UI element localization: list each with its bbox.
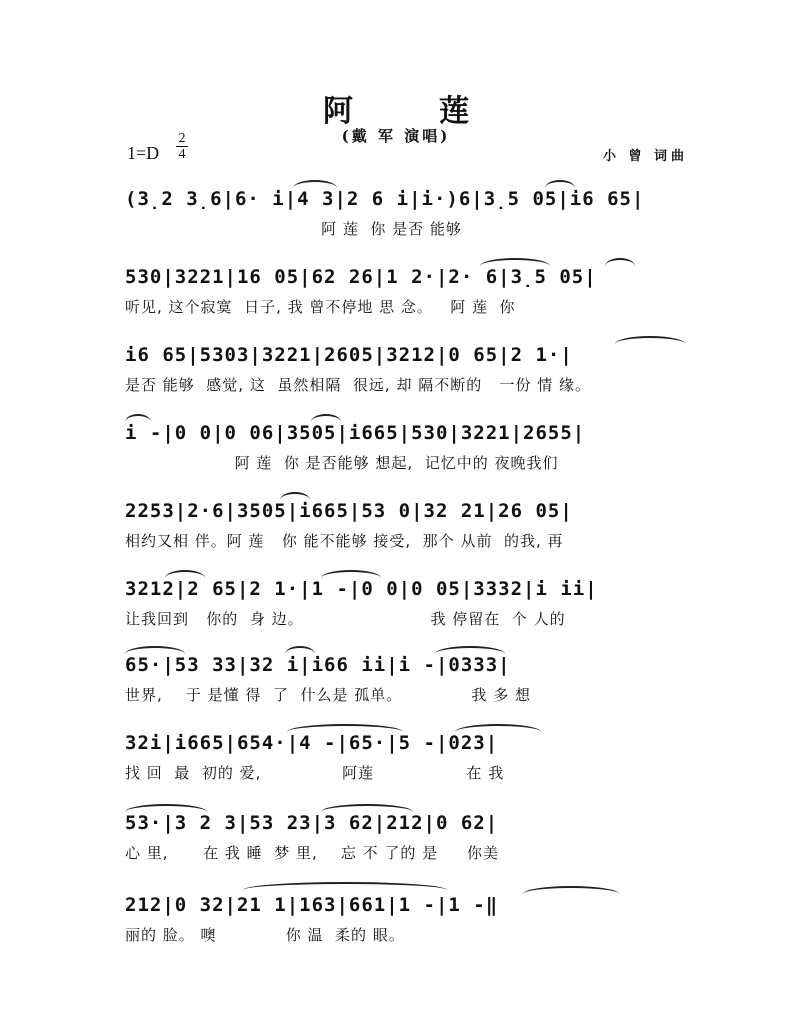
slur-arc — [285, 646, 315, 662]
music-system-3 — [125, 336, 693, 406]
music-system-6 — [125, 570, 693, 640]
lyric-line: 听见, 这个寂寞 日子, 我 曾不停地 思 念。 阿 莲 你 — [125, 298, 516, 316]
lyric-line: 是否 能够 感觉, 这 虽然相隔 很远, 却 隔不断的 一份 情 缘。 — [125, 376, 592, 394]
notation-line: (3̣2 3̣6|6· i|4 3|2 6 i|i·)6|3̣5 05|i6 65| — [125, 188, 645, 210]
singer-credit: (戴 军 演唱) — [341, 127, 451, 145]
slur-arc — [293, 180, 337, 196]
slur-arc — [523, 886, 619, 902]
lyric-line: 阿 莲 你 是否 能够 — [125, 220, 462, 238]
lyric-line: 让我回到 你的 身 边。 我 停留在 个 人的 — [125, 610, 566, 628]
music-system-7 — [125, 646, 693, 716]
slur-arc — [165, 570, 205, 586]
slur-arc — [545, 180, 575, 196]
key-signature: 1=D — [127, 143, 160, 163]
slur-arc — [480, 258, 550, 274]
music-system-9 — [125, 804, 693, 874]
lyric-line: 世界, 于 是懂 得 了 什么是 孤单。 我 多 想 — [125, 686, 531, 704]
slur-arc — [280, 492, 310, 508]
notation-line: 530|3221|16 05|62 26|1 2·|2· 6|3̣5 05| — [125, 266, 597, 288]
notation-line: 32i|i665|654·|4 -|65·|5 -|023| — [125, 732, 499, 754]
music-system-4 — [125, 414, 693, 484]
slur-arc — [287, 724, 403, 740]
music-system-10 — [125, 886, 693, 956]
composer-credit: 小 曾 词曲 — [602, 149, 688, 164]
slur-arc — [311, 414, 341, 430]
slur-arc — [243, 882, 447, 898]
notation-line: i6 65|5303|3221|2605|3212|0 65|2 1·| — [125, 344, 573, 366]
notation-line: 2253|2·6|3505|i665|53 0|32 21|26 05| — [125, 500, 573, 522]
notation-line: 212|0 32|21 1|163|661|1 -|1 -‖ — [125, 894, 499, 916]
lyric-line: 找 回 最 初的 爱, 阿莲 在 我 — [125, 764, 505, 782]
slur-arc — [615, 336, 685, 352]
lyric-line: 相约又相 伴。阿 莲 你 能不能够 接受, 那个 从前 的我, 再 — [125, 532, 564, 550]
meter-bottom: 4 — [178, 147, 186, 162]
notation-line: 53·|3 2 3|53 23|3 62|212|0 62| — [125, 812, 499, 834]
slur-arc — [435, 646, 505, 662]
lyric-line: 丽的 脸。 噢 你 温 柔的 眼。 — [125, 926, 405, 944]
slur-arc — [125, 646, 185, 662]
music-system-5 — [125, 492, 693, 562]
time-signature — [176, 131, 188, 162]
notation-line: 65·|53 33|32 i|i66 ii|i -|0333| — [125, 654, 511, 676]
meter-top: 2 — [178, 131, 186, 146]
notation-line: i -|0 0|0 06|3505|i665|530|3221|2655| — [125, 422, 586, 444]
slur-arc — [455, 724, 541, 740]
slur-arc — [125, 414, 151, 430]
slur-arc — [605, 258, 635, 274]
notation-line: 3212|2 65|2 1·|1 -|0 0|0 05|3332|i ii| — [125, 578, 598, 600]
music-system-2 — [125, 258, 693, 328]
slur-arc — [125, 804, 207, 820]
lyric-line: 阿 莲 你 是否能够 想起, 记忆中的 夜晚我们 — [125, 454, 559, 472]
music-system-1 — [125, 180, 693, 250]
lyric-line: 心 里, 在 我 睡 梦 里, 忘 不 了的 是 你美 — [125, 844, 499, 862]
music-system-8 — [125, 724, 693, 794]
song-title: 阿 莲 — [323, 94, 497, 129]
slur-arc — [321, 570, 381, 586]
slur-arc — [321, 804, 413, 820]
